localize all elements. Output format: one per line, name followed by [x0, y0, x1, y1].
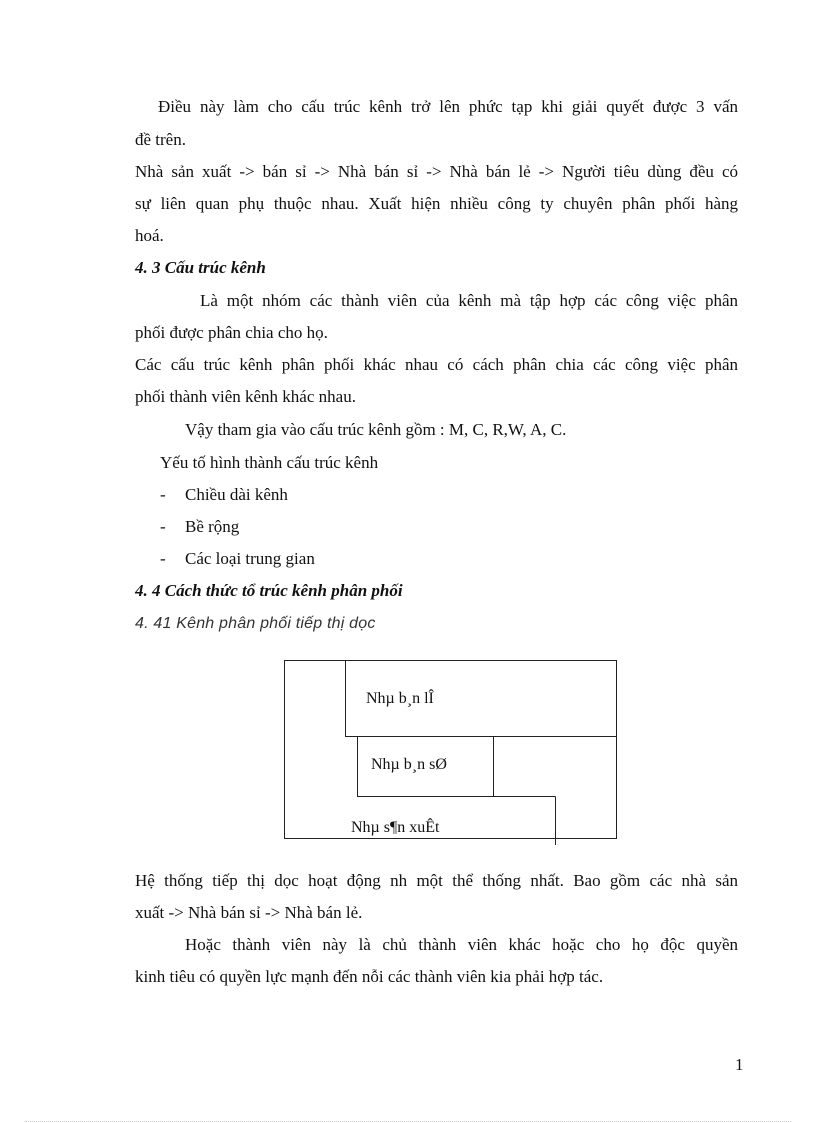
section-heading-4-4: 4. 4 Cách thức tổ trúc kênh phân phối: [135, 581, 403, 600]
list-item: Các loại trung gian: [185, 549, 315, 568]
paragraph-line: Yếu tố hình thành cấu trúc kênh: [160, 453, 379, 472]
bullet-marker: -: [160, 549, 166, 568]
bullet-marker: -: [160, 485, 166, 504]
wholesaler-label: Nhµ b¸n sØ: [371, 756, 447, 773]
page-number: 1: [735, 1055, 744, 1074]
producer-box: [285, 661, 617, 839]
paragraph-line: phối được phân chia cho họ.: [135, 323, 328, 342]
paragraph-line: Hệ thống tiếp thị dọc hoạt động nh một thể thống nhất. Bao gồm các nhà sản: [135, 871, 738, 890]
paragraph-line: xuất -> Nhà bán sỉ -> Nhà bán lẻ.: [135, 903, 363, 922]
paragraph-line: Điều này làm cho cấu trúc kênh trở lên phức tạp khi giải quyết được 3 vấn: [158, 97, 738, 116]
paragraph-line: Hoặc thành viên này là chủ thành viên khác hoặc cho họ độc quyền: [185, 935, 738, 954]
paragraph-line: Nhà sản xuất -> bán sỉ -> Nhà bán sỉ -> Nhà bán lẻ -> Người tiêu dùng đều có: [135, 162, 738, 181]
producer-label: Nhµ s¶n xuÊt: [351, 819, 440, 836]
section-heading-4-3: 4. 3 Cấu trúc kênh: [135, 258, 266, 277]
paragraph-line: Là một nhóm các thành viên của kênh mà tập hợp các công việc phân: [200, 291, 738, 310]
section-subheading-4-41: 4. 41 Kênh phân phối tiếp thị dọc: [135, 615, 376, 632]
paragraph-line: sự liên quan phụ thuộc nhau. Xuất hiện nhiều công ty chuyên phân phối hàng: [135, 194, 738, 213]
paragraph-line: hoá.: [135, 226, 164, 245]
footer-divider: [25, 1121, 791, 1122]
list-item: Bề rộng: [185, 517, 240, 536]
retailer-label: Nhµ b¸n lÎ: [366, 690, 434, 707]
paragraph-line: phối thành viên kênh khác nhau.: [135, 387, 356, 406]
paragraph-line: Vậy tham gia vào cấu trúc kênh gồm : M, C, R,W, A, C.: [185, 420, 567, 439]
bullet-marker: -: [160, 517, 166, 536]
list-item: Chiều dài kênh: [185, 485, 288, 504]
paragraph-line: kinh tiêu có quyền lực mạnh đến nỗi các thành viên kia phải hợp tác.: [135, 967, 604, 986]
paragraph-line: Các cấu trúc kênh phân phối khác nhau có cách phân chia các công việc phân: [135, 355, 738, 374]
paragraph-line: đề trên.: [135, 130, 186, 149]
